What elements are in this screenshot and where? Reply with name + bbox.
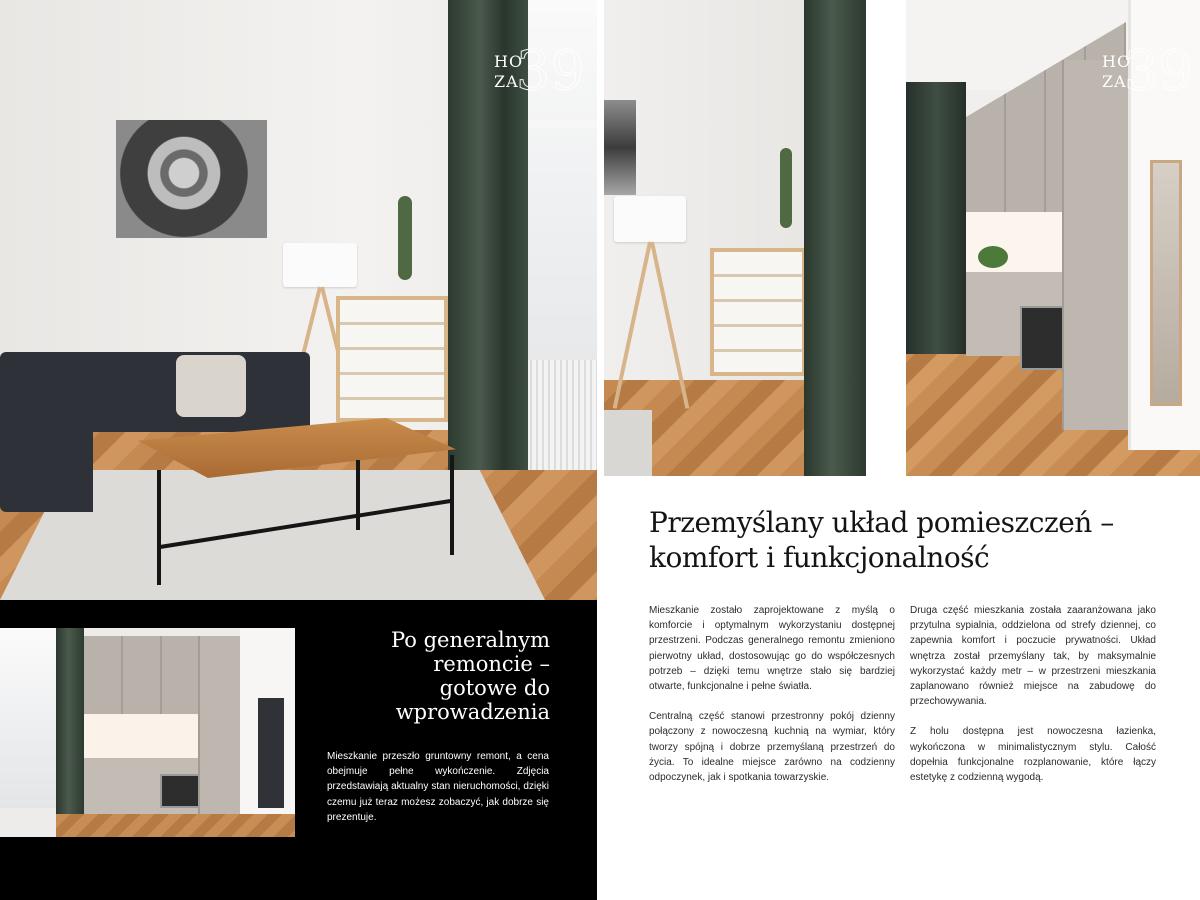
dresser xyxy=(710,248,806,376)
cactus xyxy=(780,148,792,228)
wall-portrait xyxy=(604,100,636,195)
living-room-dresser-photo xyxy=(604,0,866,476)
kitchen-photo xyxy=(906,0,1200,476)
window xyxy=(0,628,63,808)
herringbone-floor xyxy=(56,814,295,837)
entrance-door xyxy=(258,698,284,808)
cactus xyxy=(398,196,412,280)
pillow xyxy=(176,355,246,417)
floor-lamp-shade xyxy=(614,196,686,242)
green-curtain xyxy=(804,0,866,476)
floor-lamp-shade xyxy=(283,243,357,287)
tall-cabinet xyxy=(1062,60,1130,430)
plant xyxy=(978,246,1008,268)
article-column-right xyxy=(910,603,1156,800)
mirror xyxy=(1150,160,1182,406)
heading-line: Przemyślany układ pomieszczeń – xyxy=(649,506,1114,539)
backsplash xyxy=(84,714,198,758)
logo-line2: ZA xyxy=(1102,72,1127,91)
heading-line: Po generalnym xyxy=(391,628,550,652)
logo-line1: HO xyxy=(494,52,524,71)
oven xyxy=(160,774,200,808)
paragraph: Mieszkanie zostało zaprojektowane z myślą o komforcie i optymalnym wykorzystaniu dostępnej przestrzeni. Podczas generalnego remontu zmieniono pierwotny układ, dostosowując go do współczesnych potrzeb – dzięki temu wnętrze stało się bardziej otwarte, funkcjonalne i pełne światła. xyxy=(649,605,895,693)
logo-line2: ZA xyxy=(494,72,519,91)
green-curtain xyxy=(906,82,966,354)
paragraph: Z holu dostępna jest nowoczesna łazienka, wykończona w minimalistycznym stylu. Całość dopełnia funkcjonalne rozplanowanie, które łączy estetykę z codzienną wygodą. xyxy=(910,726,1156,784)
logo-line1: HO xyxy=(1102,52,1132,71)
heading-line: komfort i funkcjonalność xyxy=(649,541,990,574)
green-curtain xyxy=(56,628,84,837)
table-leg xyxy=(450,455,454,555)
table-leg xyxy=(157,470,161,585)
dresser xyxy=(336,296,448,422)
rug xyxy=(604,410,652,476)
kitchen-small-photo xyxy=(0,628,295,837)
heading-line: gotowe do xyxy=(439,676,550,700)
article-column-left xyxy=(649,603,895,800)
upper-cabinets xyxy=(84,636,202,714)
renovation-heading xyxy=(330,628,550,724)
oven xyxy=(1020,306,1064,370)
paragraph: Druga część mieszkania została zaaranżowana jako przytulna sypialnia, oddzielona od strefy dziennej, co zapewnia komfort i poczucie prywatności. Układ wnętrza został przemyślany tak, by maksymalnie wykorzystać każdy metr – w przestrzeni mieszkania zaplanowano również miejsce na zabudowę do przechowywania. xyxy=(910,605,1156,708)
hoza-logo xyxy=(494,39,585,102)
wall-portrait xyxy=(116,120,267,238)
paragraph: Centralną część stanowi przestronny pokój dzienny połączony z nowoczesną kuchnią na wymiar, który tworzy spójną i dobrze przemyślaną przestrzeń do życia. To idealne miejsce zarówno na codzienny odpoczynek, jak i spotkania towarzyskie. xyxy=(649,711,895,784)
living-room-photo xyxy=(0,0,597,600)
hoza-logo xyxy=(1102,39,1193,102)
radiator xyxy=(526,360,597,470)
tall-cabinet xyxy=(198,636,240,816)
heading-line: remoncie – xyxy=(433,652,550,676)
renovation-text: Mieszkanie przeszło gruntowny remont, a cena obejmuje pełne wykończenie. Zdjęcia przedstawiają aktualny stan nieruchomości, dzięki czemu już teraz możesz zobaczyć, jak dobrze się prezentuje. xyxy=(327,751,549,823)
heading-line: wprowadzenia xyxy=(395,700,550,724)
table-leg xyxy=(356,460,360,530)
logo-number: 39 xyxy=(1124,39,1193,102)
article-heading xyxy=(649,505,1114,575)
logo-number: 39 xyxy=(516,39,585,102)
